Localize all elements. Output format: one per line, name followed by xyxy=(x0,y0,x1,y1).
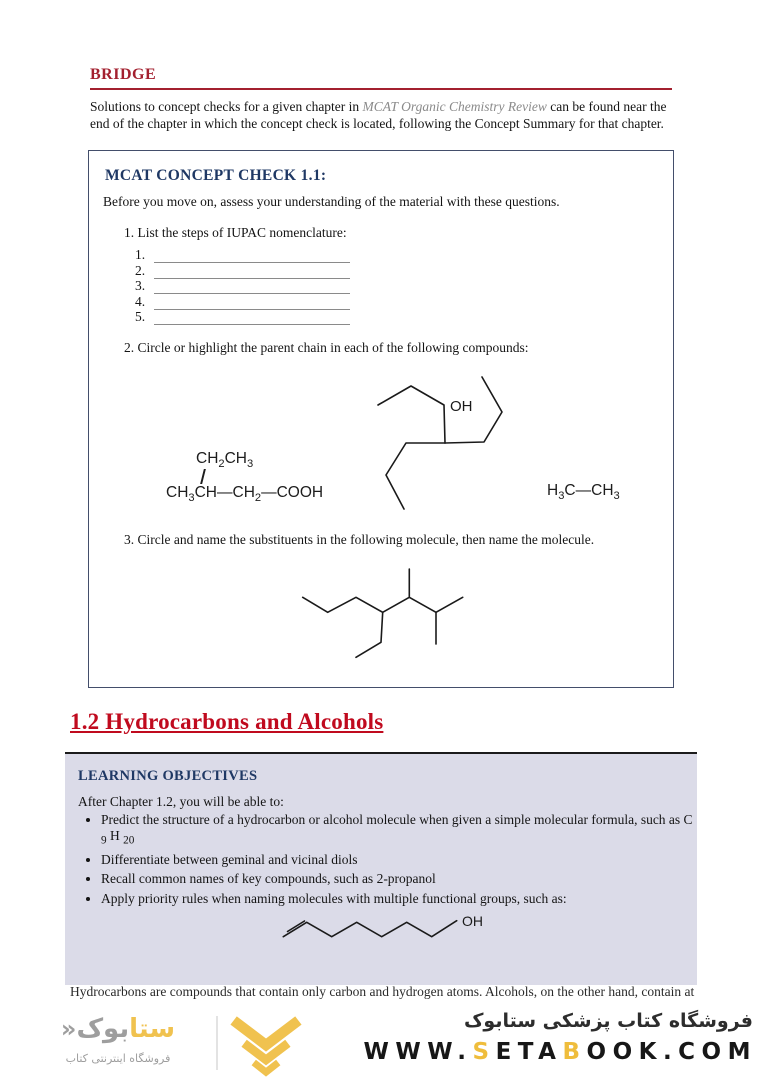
formula-sub: 3 xyxy=(247,458,254,471)
wordmark-gold: ستا xyxy=(129,1014,176,1044)
ethane-formula xyxy=(547,482,620,502)
formula-sub: 9 xyxy=(101,835,107,848)
formula-part: CH xyxy=(196,450,219,467)
blank-underline xyxy=(154,250,350,263)
formula-sub: 2 xyxy=(254,492,262,505)
skeletal-structure-alkane xyxy=(281,559,481,669)
objective-text: Predict the structure of a hydrocarbon or alcohol molecule when given a simple molecular formula, such as C xyxy=(101,812,693,827)
blank-row xyxy=(135,279,350,294)
formula-part: CH xyxy=(232,484,255,501)
website-url xyxy=(364,1039,758,1065)
store-title-farsi: فروشگاه کتاب پزشکی ستابوک xyxy=(463,1010,753,1032)
logo-divider xyxy=(216,1016,218,1070)
url-part: ETA xyxy=(495,1039,563,1065)
blank-number: 4. xyxy=(135,293,146,309)
formula-part: CH xyxy=(166,484,189,501)
learning-objectives-box xyxy=(65,752,697,985)
objective-item xyxy=(101,812,701,849)
question-1-label: 1. List the steps of IUPAC nomenclature: xyxy=(124,225,347,240)
wordmark-chevron: « xyxy=(60,1015,77,1043)
skeletal-structure-enol xyxy=(270,894,500,956)
blank-row xyxy=(135,310,350,325)
url-part-gold: B xyxy=(562,1039,587,1065)
bridge-paragraph xyxy=(90,99,678,132)
setabook-logo-wordmark xyxy=(28,1014,208,1044)
blank-number: 2. xyxy=(135,262,146,278)
vertical-bond xyxy=(200,469,205,484)
question-2-label: 2. Circle or highlight the parent chain in each of the following compounds: xyxy=(124,340,529,355)
bridge-text-pre: Solutions to concept checks for a given chapter in xyxy=(90,99,363,114)
bond-dash: — xyxy=(217,484,233,501)
chevron-emblem-icon xyxy=(225,1010,307,1080)
concept-check-title: MCAT CONCEPT CHECK 1.1: xyxy=(105,167,327,184)
bridge-rule xyxy=(90,88,672,90)
url-part: OOK.COM xyxy=(586,1039,757,1065)
concept-check-box xyxy=(88,150,674,688)
formula-sub: 20 xyxy=(123,835,135,848)
blank-underline xyxy=(154,312,350,325)
ethyl-branch-formula xyxy=(196,450,253,470)
formula-sub: 3 xyxy=(188,492,195,505)
blank-number: 1. xyxy=(135,247,146,263)
blank-number: 3. xyxy=(135,278,146,294)
blank-row xyxy=(135,294,350,309)
body-paragraph: Hydrocarbons are compounds that contain only carbon and hydrogen atoms. Alcohols, on the other hand, contain at xyxy=(70,984,695,999)
formula-part: CH xyxy=(224,450,247,467)
formula-part: COOH xyxy=(276,484,324,501)
learning-objectives-title: LEARNING OBJECTIVES xyxy=(78,768,258,784)
formula-part: H xyxy=(547,482,559,499)
formula-part: H xyxy=(106,828,124,844)
formula-part: CH xyxy=(194,484,217,501)
bond-dash: — xyxy=(575,482,592,499)
blank-row xyxy=(135,263,350,278)
footer-watermark xyxy=(0,1008,763,1080)
formula-sub: 2 xyxy=(218,458,225,471)
section-heading: 1.2 Hydrocarbons and Alcohols xyxy=(70,709,384,734)
blank-underline xyxy=(154,281,350,294)
blank-underline xyxy=(154,297,350,310)
formula-part: C xyxy=(564,482,576,499)
question-3-label: 3. Circle and name the substituents in the following molecule, then name the molecule. xyxy=(124,532,595,547)
learning-objectives-intro: After Chapter 1.2, you will be able to: xyxy=(78,794,284,809)
skeletal-structure-alcohol xyxy=(356,363,516,513)
blank-underline xyxy=(154,266,350,279)
bridge-heading: BRIDGE xyxy=(90,66,157,83)
wordmark-gray: بوک xyxy=(76,1014,130,1044)
oh-label: OH xyxy=(450,398,473,415)
formula-sub: 3 xyxy=(613,490,620,503)
formula-sub: 3 xyxy=(558,490,565,503)
url-part: WWW. xyxy=(363,1039,473,1065)
formula-part: CH xyxy=(591,482,614,499)
main-chain-formula xyxy=(166,484,323,504)
book-title-italic: MCAT Organic Chemistry Review xyxy=(362,99,547,114)
objective-item: • Differentiate between geminal and vicinal diols xyxy=(101,852,701,868)
objective-item: • Apply priority rules when naming molecules with multiple functional groups, such as: xyxy=(101,891,701,907)
blank-row xyxy=(135,248,350,263)
answer-blanks xyxy=(135,248,350,325)
objective-item: • Recall common names of key compounds, such as 2-propanol xyxy=(101,871,701,887)
bond-dash: — xyxy=(261,484,277,501)
blank-number: 5. xyxy=(135,308,146,324)
url-part-gold: S xyxy=(472,1039,496,1065)
oh-label: OH xyxy=(462,913,483,929)
concept-check-intro: Before you move on, assess your understanding of the material with these questions. xyxy=(103,194,560,209)
logo-tagline: فروشگاه اینترنتی کتاب xyxy=(65,1052,171,1065)
bridge-text-post: can be found near the end of the chapter in which the concept check is located, following the Concept Summary for that chapter. xyxy=(90,99,667,131)
